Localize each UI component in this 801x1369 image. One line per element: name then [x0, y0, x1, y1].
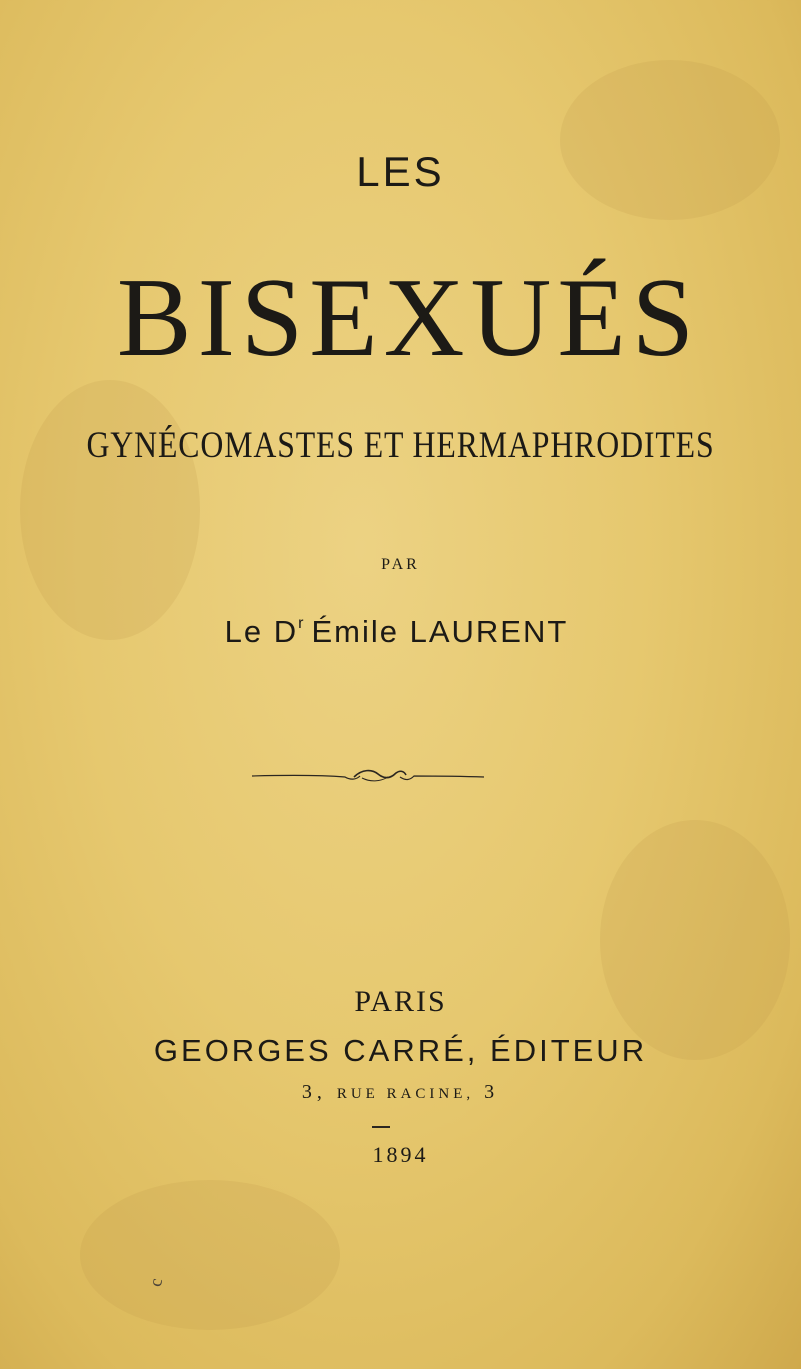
paper-stain — [80, 1180, 340, 1330]
publisher-address — [0, 1081, 801, 1104]
publication-year: 1894 — [372, 1142, 429, 1167]
address-street: RUE RACINE, — [336, 1086, 475, 1102]
author-prefix: Le D — [224, 614, 299, 649]
address-number-2: 3 — [484, 1081, 500, 1103]
paper-stain — [600, 820, 790, 1060]
author-name: Émile LAURENT — [311, 614, 569, 649]
separator-dash — [372, 1126, 390, 1128]
subtitle: GYNÉCOMASTES ET HERMAPHRODITES — [86, 425, 715, 466]
author-title-sup: r — [298, 615, 306, 632]
title-main: BISEXUÉS — [116, 256, 701, 380]
margin-mark: c — [144, 1276, 167, 1289]
address-number: 3, — [301, 1081, 327, 1103]
author-line — [0, 614, 797, 650]
paper-stain — [560, 60, 780, 220]
by-label: PAR — [381, 556, 420, 573]
paper-stain — [20, 380, 200, 640]
decorative-rule-icon — [250, 768, 486, 784]
city: PARIS — [354, 985, 447, 1018]
publisher: GEORGES CARRÉ, ÉDITEUR — [153, 1033, 648, 1068]
title-small: LES — [356, 148, 445, 195]
